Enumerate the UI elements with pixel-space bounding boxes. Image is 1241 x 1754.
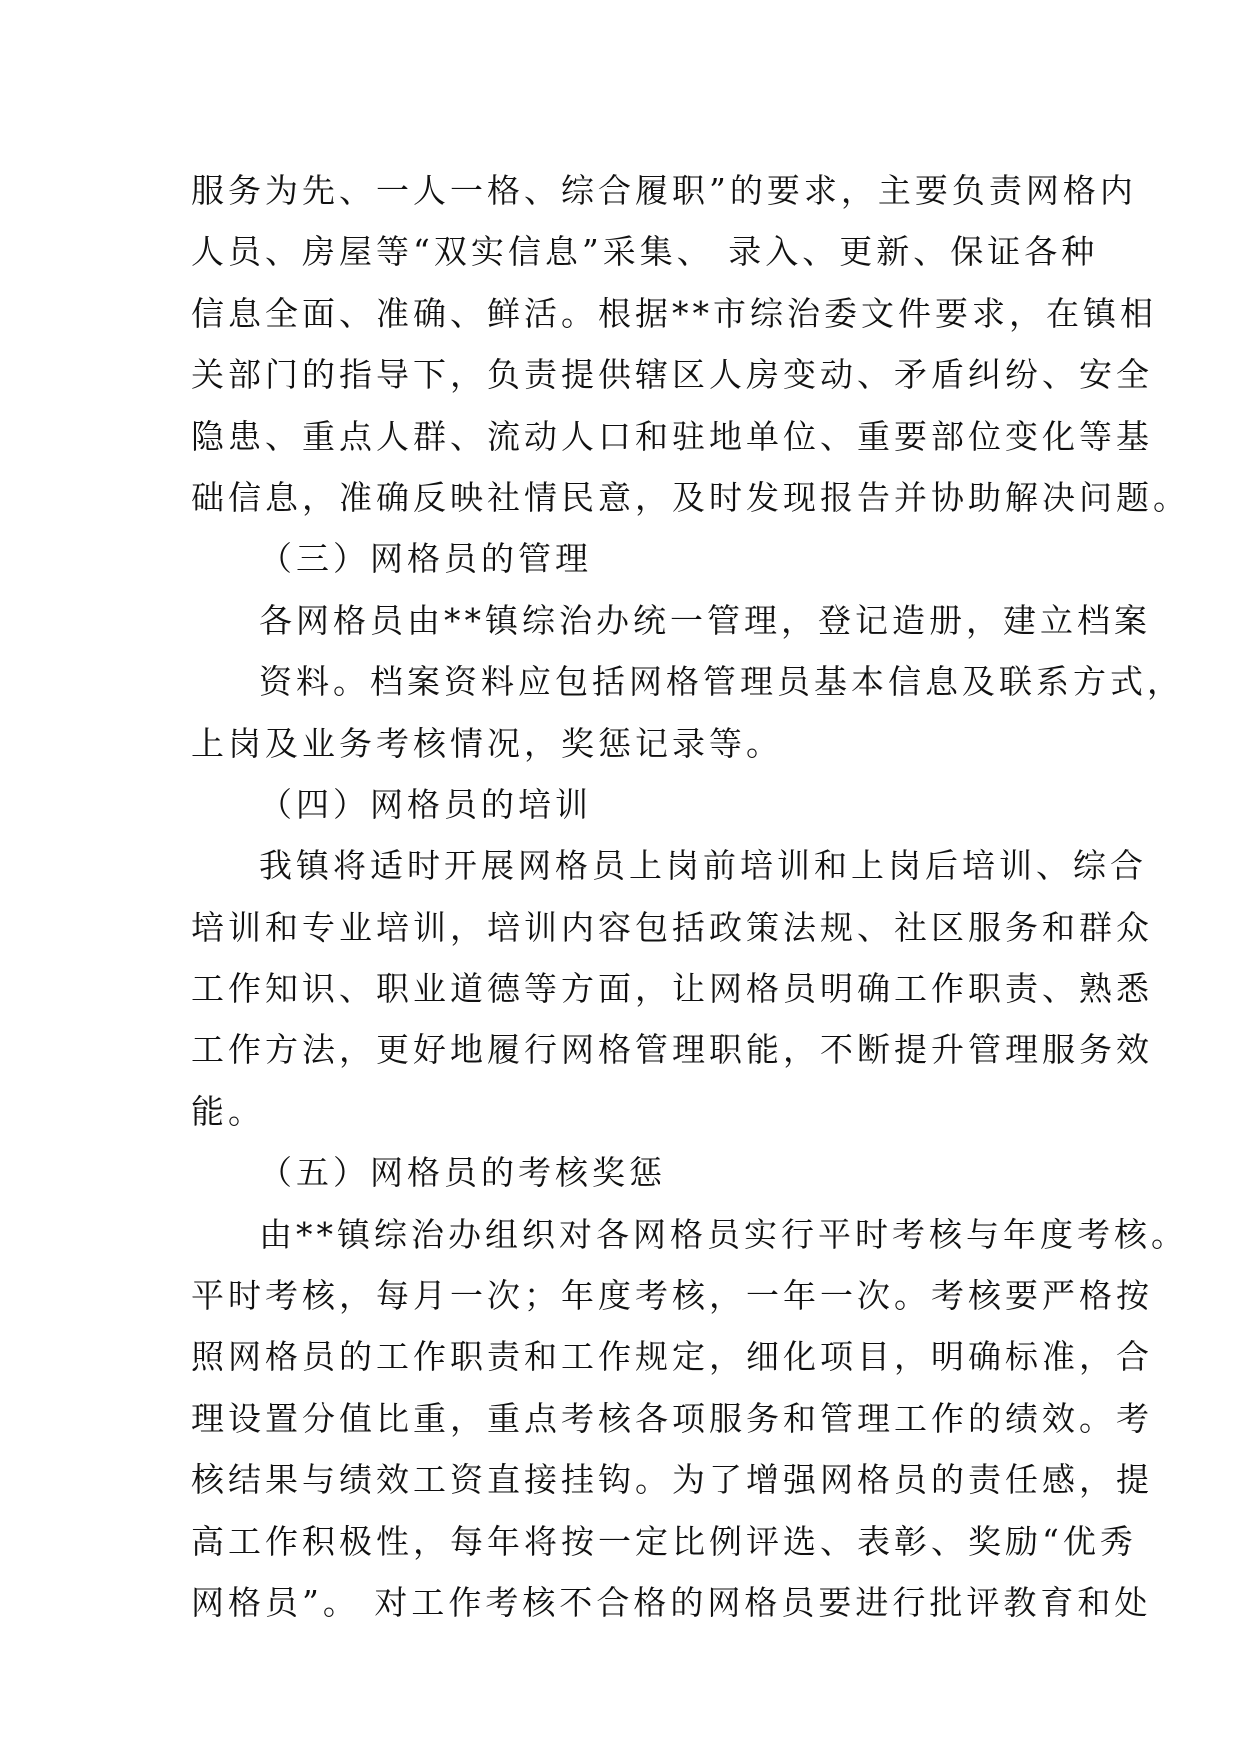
paragraph-line: 信息全面、准确、鲜活。根据**市综治委文件要求，在镇相 (191, 293, 1157, 333)
paragraph-line: 网格员”。 对工作考核不合格的网格员要进行批评教育和处 (191, 1582, 1152, 1622)
paragraph-line: 工作方法，更好地履行网格管理职能，不断提升管理服务效 (191, 1030, 1153, 1070)
paragraph-line: 高工作积极性，每年将按一定比例评选、表彰、奖励“优秀 (191, 1521, 1137, 1561)
section-heading-management: （三）网格员的管理 (259, 539, 592, 579)
paragraph-line: 人员、房屋等“双实信息”采集、 录入、更新、保证各种 (191, 232, 1099, 272)
paragraph-line: 关部门的指导下，负责提供辖区人房变动、矛盾纠纷、安全 (191, 355, 1153, 395)
paragraph-line: 资料。档案资料应包括网格管理员基本信息及联系方式， (259, 662, 1184, 702)
paragraph-line: 我镇将适时开展网格员上岗前培训和上岗后培训、综合 (259, 846, 1147, 886)
document-body (191, 160, 1190, 1633)
paragraph-line: 由**镇综治办组织对各网格员实行平时考核与年度考核。 (259, 1214, 1188, 1254)
paragraph-line: 培训和专业培训，培训内容包括政策法规、社区服务和群众 (191, 907, 1153, 947)
section-heading-training: （四）网格员的培训 (259, 784, 592, 824)
paragraph-line: 服务为先、一人一格、综合履职”的要求，主要负责网格内 (191, 171, 1137, 210)
paragraph-line: 照网格员的工作职责和工作规定，细化项目，明确标准，合 (191, 1337, 1153, 1377)
paragraph-line: 核结果与绩效工资直接挂钩。为了增强网格员的责任感，提 (191, 1460, 1153, 1500)
paragraph-line: 平时考核，每月一次；年度考核，一年一次。考核要严格按 (191, 1276, 1153, 1316)
paragraph-line: 理设置分值比重，重点考核各项服务和管理工作的绩效。考 (191, 1398, 1153, 1438)
paragraph-line: 各网格员由**镇综治办统一管理，登记造册，建立档案 (259, 600, 1151, 640)
paragraph-line: 上岗及业务考核情况，奖惩记录等。 (191, 723, 783, 763)
paragraph-line: 隐患、重点人群、流动人口和驻地单位、重要部位变化等基 (191, 416, 1153, 456)
section-heading-assessment: （五）网格员的考核奖惩 (259, 1153, 666, 1193)
paragraph-line: 础信息，准确反映社情民意，及时发现报告并协助解决问题。 (191, 477, 1190, 517)
paragraph-line: 工作知识、职业道德等方面，让网格员明确工作职责、熟悉 (191, 969, 1153, 1009)
paragraph-line: 能。 (191, 1091, 265, 1131)
